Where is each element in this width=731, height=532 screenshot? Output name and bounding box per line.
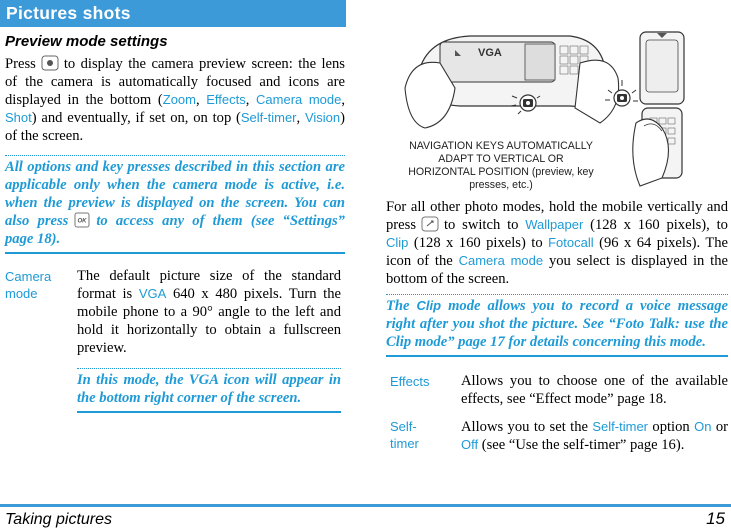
camera-mode-term-2: Camera mode — [458, 253, 544, 268]
clip-term: Clip — [386, 235, 409, 250]
self-timer-text: Allows you to set the Self-timer option On or Off (see “Use the self-timer” page 16). — [461, 419, 728, 453]
vga-term: VGA — [138, 286, 167, 301]
camera-mode-term: Camera mode — [256, 92, 342, 107]
page-number: 15 — [706, 509, 725, 528]
self-timer-term-2: Self-timer — [592, 419, 649, 434]
on-term: On — [694, 419, 712, 434]
camera-mode-label: Camera mode — [5, 269, 52, 301]
intro-paragraph: Press to display the camera preview screen: the lens of the camera is automatically focused and icons are displayed in the bottom (Zoom, Effects, Camera mode, Shot) and eventually, if set on, on top (Self-timer, Vision) of the screen. — [5, 56, 346, 144]
vertical-phone-icon — [633, 32, 684, 186]
section-title-bar: Pictures shots — [0, 0, 346, 27]
effects-label: Effects — [390, 374, 430, 389]
svg-text:OK: OK — [77, 218, 87, 225]
vga-screen-label: VGA — [478, 47, 502, 59]
note-options: All options and key presses described in this section are applicable only when the camera mode is active, i.e. when the preview is displayed on the screen. You can also press OK to access any of them (see “Settings” page 18). — [5, 155, 345, 254]
vision-term: Vision — [304, 110, 341, 125]
illustration-caption: NAVIGATION KEYS AUTOMATICALLY ADAPT TO VERTICAL OR HORIZONTAL POSITION (preview, key presses, etc.) — [408, 140, 594, 191]
preview-mode-heading: Preview mode settings — [5, 33, 168, 50]
camera-mode-text: The default picture size of the standard format is VGA 640 x 480 pixels. Turn the mobile phone to a 90° angle to the left and hold it horizontally to obtain a fullscreen preview. — [77, 268, 341, 356]
shot-term: Shot — [5, 110, 32, 125]
effects-term: Effects — [206, 92, 246, 107]
clip-mode-note: The Clip mode allows you to record a voice message right after you shot the picture. See “Foto Talk: use the Clip mode” page 17 for details concerning this mode. — [386, 294, 728, 357]
wallpaper-term: Wallpaper — [525, 217, 584, 232]
self-timer-term: Self-timer — [240, 110, 297, 125]
horizontal-phone-icon — [405, 36, 619, 128]
navigation-key-icon — [419, 216, 441, 232]
off-term: Off — [461, 437, 479, 452]
fotocall-term: Fotocall — [548, 235, 594, 250]
self-timer-label: Self-timer — [390, 419, 419, 451]
zoom-term: Zoom — [162, 92, 196, 107]
ok-key-icon — [71, 212, 93, 228]
camera-key-icon — [39, 55, 61, 71]
footer-divider — [0, 504, 731, 507]
clip-term-note: Clip — [416, 298, 442, 313]
photo-modes-paragraph: For all other photo modes, hold the mobile vertically and press to switch to Wallpaper (128 x 160 pixels), to Clip (128 x 160 pixels) to Fotocall (96 x 64 pixels). The icon of the Camera mode you select is displayed in the bottom of the screen. — [386, 199, 729, 287]
vga-note: In this mode, the VGA icon will appear in the bottom right corner of the screen. — [77, 368, 341, 413]
footer-chapter: Taking pictures — [5, 511, 113, 528]
effects-text: Allows you to choose one of the available effects, see “Effect mode” page 18. — [461, 373, 728, 407]
